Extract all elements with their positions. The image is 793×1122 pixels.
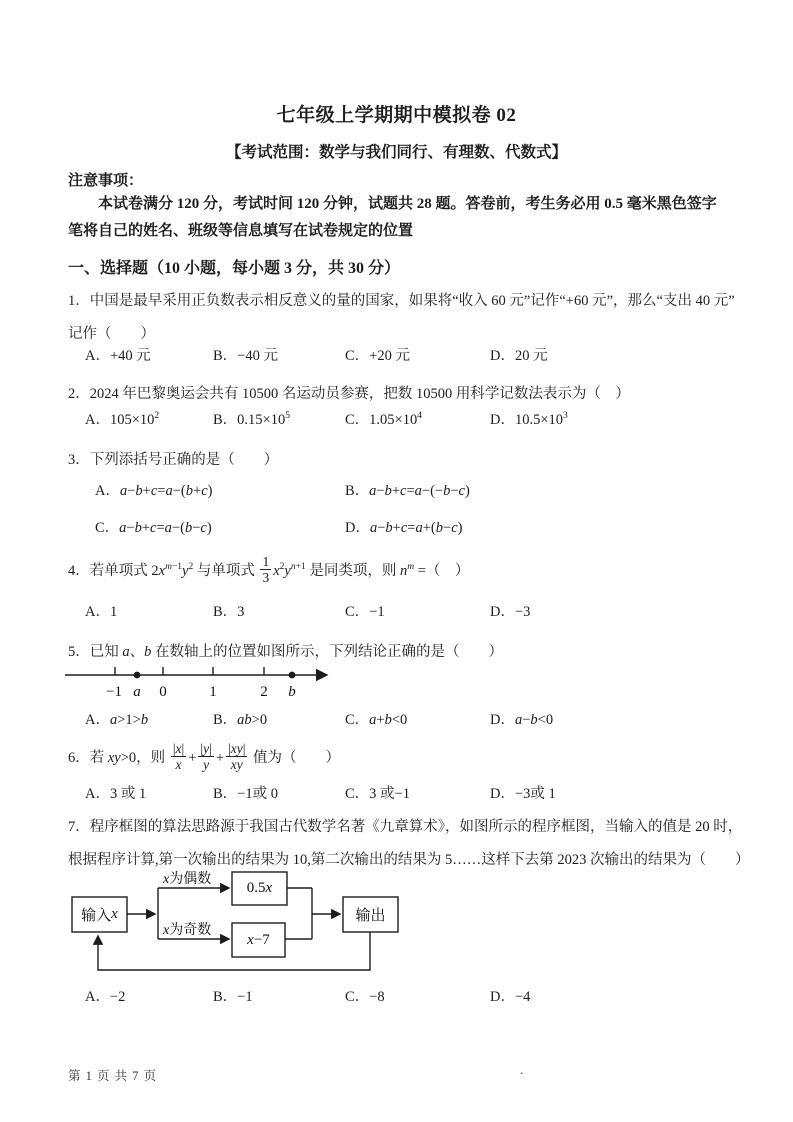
option-c: C．+20 元 bbox=[345, 348, 410, 364]
stem-line: 3．下列添括号正确的是（ ） bbox=[68, 452, 279, 468]
question-6-stem bbox=[68, 742, 736, 775]
question-1-stem bbox=[68, 285, 736, 351]
question-3-options bbox=[68, 480, 793, 539]
point-a-label: a bbox=[133, 684, 141, 700]
exam-scope: 【考试范围：数学与我们同行、有理数、代数式】 bbox=[225, 144, 567, 161]
flowchart-even-branch-label: x为偶数 bbox=[163, 872, 212, 887]
option-d: D．a−b<0 bbox=[490, 712, 554, 728]
point-a-dot bbox=[134, 672, 141, 679]
option-c: C．−8 bbox=[345, 989, 385, 1005]
question-6-options bbox=[68, 783, 793, 805]
question-1-options bbox=[68, 345, 793, 367]
tick-label: −1 bbox=[106, 684, 122, 700]
option-c: C．−1 bbox=[345, 604, 385, 620]
notice-label: 注意事项： bbox=[68, 173, 144, 189]
option-a: A．+40 元 bbox=[85, 348, 151, 364]
option-a: A．a−b+c=a−(b+c) bbox=[95, 483, 213, 499]
exam-title: 七年级上学期期中模拟卷 02 bbox=[276, 105, 517, 126]
option-b: B．$0.15\times 10^5$ bbox=[213, 411, 290, 428]
option-b: B．ab>0 bbox=[213, 712, 268, 728]
option-a: A．−2 bbox=[85, 989, 126, 1005]
question-2-options bbox=[68, 409, 793, 431]
number-line bbox=[62, 656, 364, 704]
stem-line: 根据程序计算,第一次输出的结果为 10,第二次输出的结果为 5……这样下去第 2023 次输出的结果为（ ） bbox=[68, 852, 750, 868]
option-a: A．3 或 1 bbox=[85, 786, 147, 802]
option-b: B．a−b+c=a−(−b−c) bbox=[345, 483, 470, 499]
question-7-options bbox=[68, 986, 793, 1008]
footer-dot: . bbox=[520, 1062, 524, 1077]
stem-line: 5．已知 a、b 在数轴上的位置如图所示，下列结论正确的是（ ） bbox=[68, 644, 503, 660]
section-heading: 一、选择题（10 小题，每小题 3 分，共 30 分） bbox=[68, 260, 401, 277]
option-d: D．a−b+c=a+(b−c) bbox=[345, 520, 463, 536]
option-d: D．20 元 bbox=[490, 348, 548, 364]
question-3-stem bbox=[68, 444, 736, 477]
option-a: A．1 bbox=[85, 604, 118, 620]
tick-label: 2 bbox=[260, 684, 268, 700]
stem-line: 记作（ ） bbox=[68, 326, 155, 342]
option-a: A．$105\times 10^2$ bbox=[85, 411, 160, 428]
question-4-stem bbox=[68, 555, 736, 588]
stem-line: 6．若 xy>0，则 $\frac{|x|}{x}$ + $\frac{|y|}{y}$ + $\frac{|xy|}{xy}$ 值为（ ） bbox=[68, 740, 341, 773]
point-b-label: b bbox=[288, 684, 296, 700]
question-4-options bbox=[68, 601, 793, 623]
point-b-dot bbox=[289, 672, 296, 679]
option-b: B．−40 元 bbox=[213, 348, 278, 364]
flowchart-odd-op-box: x −7 bbox=[247, 931, 270, 948]
option-d: D．−4 bbox=[490, 989, 531, 1005]
flowchart-input-box: 输入 x bbox=[81, 906, 118, 924]
flowchart-output-box: 输出 bbox=[355, 908, 386, 924]
stem-line: 2．2024 年巴黎奥运会共有 10500 名运动员参赛，把数 10500 用科学记数法表示为（ ） bbox=[68, 386, 630, 402]
page-footer: 第 1 页 共 7 页 bbox=[68, 1069, 158, 1083]
option-c: C．3 或−1 bbox=[345, 786, 410, 802]
flowchart-even-op-box: 0.5 x bbox=[246, 880, 273, 896]
tick-label: 1 bbox=[209, 684, 217, 700]
option-b: B．−1或 0 bbox=[213, 786, 278, 802]
option-d: D．−3或 1 bbox=[490, 786, 556, 802]
notice-text: 本试卷满分 120 分，考试时间 120 分钟，试题共 28 题。答卷前，考生务必用 0.5 毫米黑色签字笔将自己的姓名、班级等信息填写在试卷规定的位置 bbox=[68, 196, 717, 239]
flowchart bbox=[70, 866, 415, 978]
tick-label: 0 bbox=[159, 684, 167, 700]
option-b: B．3 bbox=[213, 604, 245, 620]
stem-line: 7．程序框图的算法思路源于我国古代数学名著《九章算术》，如图所示的程序框图，当输入的值是 20 时， bbox=[68, 819, 743, 835]
question-5-options bbox=[68, 709, 793, 731]
option-d: D．−3 bbox=[490, 604, 531, 620]
stem-line: 4．若单项式 $2x^{m-1}y^2$ 与单项式 $\frac{1}{3}$ $x^2y^{n+1}$ 是同类项，则 $n^m$ =（ ） bbox=[68, 553, 470, 586]
option-a: A．a>1>b bbox=[85, 712, 149, 728]
option-b: B．−1 bbox=[213, 989, 253, 1005]
option-d: D．$10.5\times 10^3$ bbox=[490, 411, 568, 428]
flowchart-odd-branch-label: x为奇数 bbox=[163, 923, 212, 938]
option-c: C．a+b<0 bbox=[345, 712, 408, 728]
option-c: C．$1.05\times 10^4$ bbox=[345, 411, 422, 428]
question-2-stem bbox=[68, 378, 736, 411]
option-c: C．a−b+c=a−(b−c) bbox=[95, 520, 212, 536]
stem-line: 1．中国是最早采用正负数表示相反意义的量的国家，如果将“收入 60 元”记作“+60 元”，那么“支出 40 元” bbox=[68, 293, 735, 309]
